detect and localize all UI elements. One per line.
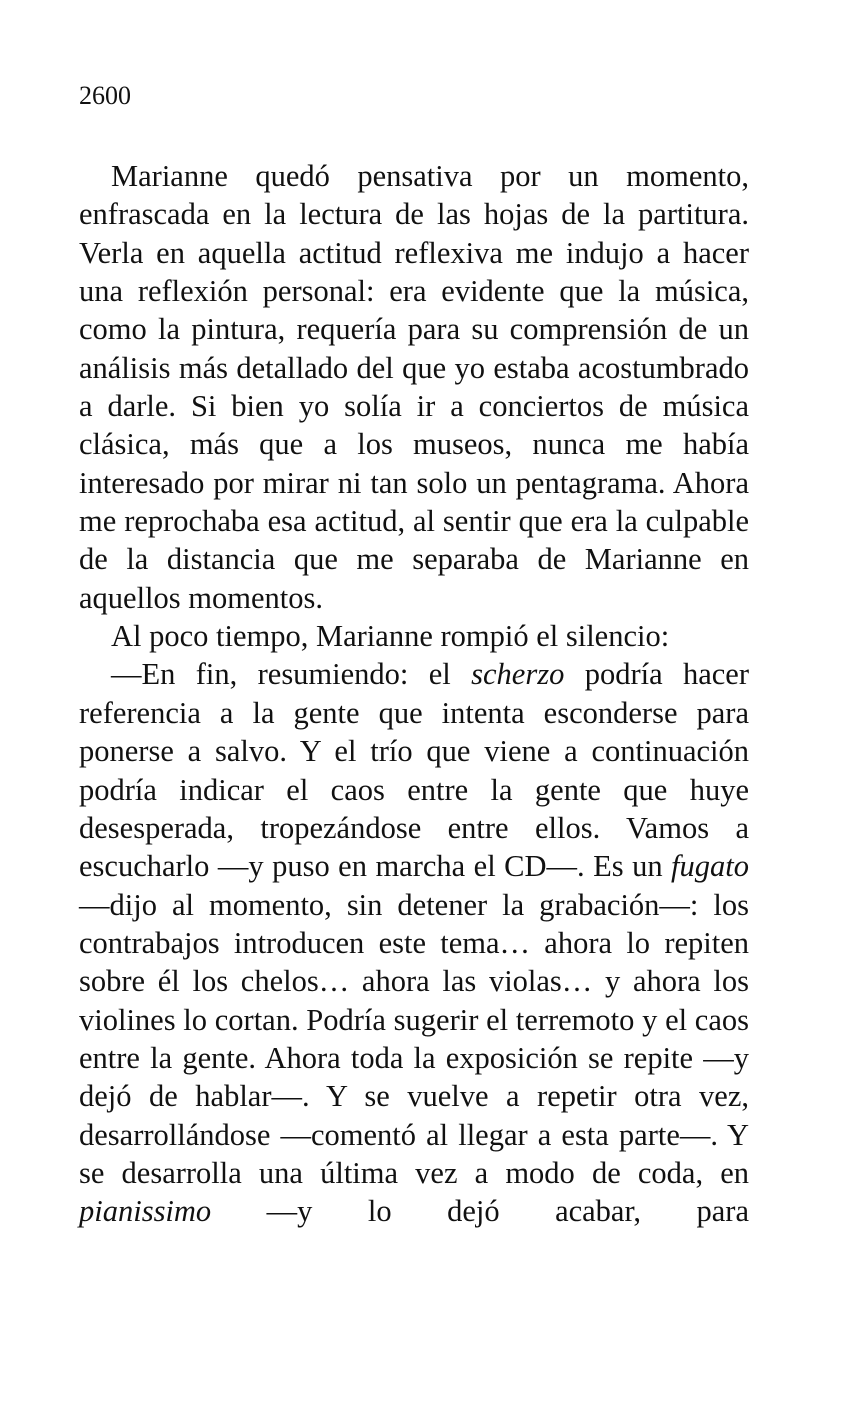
text-run: —dijo al momento, sin detener la grabación—: los contrabajos introducen este tema… ahora lo repiten sobre él los chelos… ahora las violas… y ahora los violines lo cortan. Podría sugerir el terremoto y el caos entre la gente. Ahora toda la exposición se repite —y dejó de hablar—. Y se vuelve a repetir otra vez, desarrollándose —comentó al llegar a esta parte—. Y se desarrolla una última vez a modo de coda, en: [79, 887, 749, 1190]
italic-term: fugato: [671, 849, 749, 884]
text-run: podría hacer referencia a la gente que intenta esconderse para ponerse a salvo. Y el trío que viene a continuación podría indicar el caos entre la gente que huye desesperada, tropezándose entre ellos. Vamos a escucharlo —y puso en marcha el CD—. Es un: [79, 657, 749, 884]
text-run: —En fin, resumiendo: el: [111, 657, 472, 692]
italic-term: scherzo: [471, 657, 565, 692]
paragraph: [79, 617, 749, 655]
italic-term: pianissimo: [79, 1194, 212, 1229]
page-number: 2600: [79, 81, 131, 110]
paragraph: [79, 157, 749, 617]
paragraph: [79, 655, 749, 1230]
text-run: —y lo dejó acabar, para: [211, 1194, 749, 1229]
body-text: [79, 157, 749, 1231]
text-run: Marianne quedó pensativa por un momento, enfrascada en la lectura de las hojas de la partitura. Verla en aquella actitud reflexiva me indujo a hacer una reflexión personal: era evidente que la música, como la pintura, requería para su comprensión de un análisis más detallado del que yo estaba acostumbrado a darle. Si bien yo solía ir a conciertos de música clásica, más que a los museos, nunca me había interesado por mirar ni tan solo un pentagrama. Ahora me reprochaba esa actitud, al sentir que era la culpable de la distancia que me separaba de Marianne en aquellos momentos.: [79, 159, 749, 615]
text-run: Al poco tiempo, Marianne rompió el silencio:: [111, 619, 670, 654]
